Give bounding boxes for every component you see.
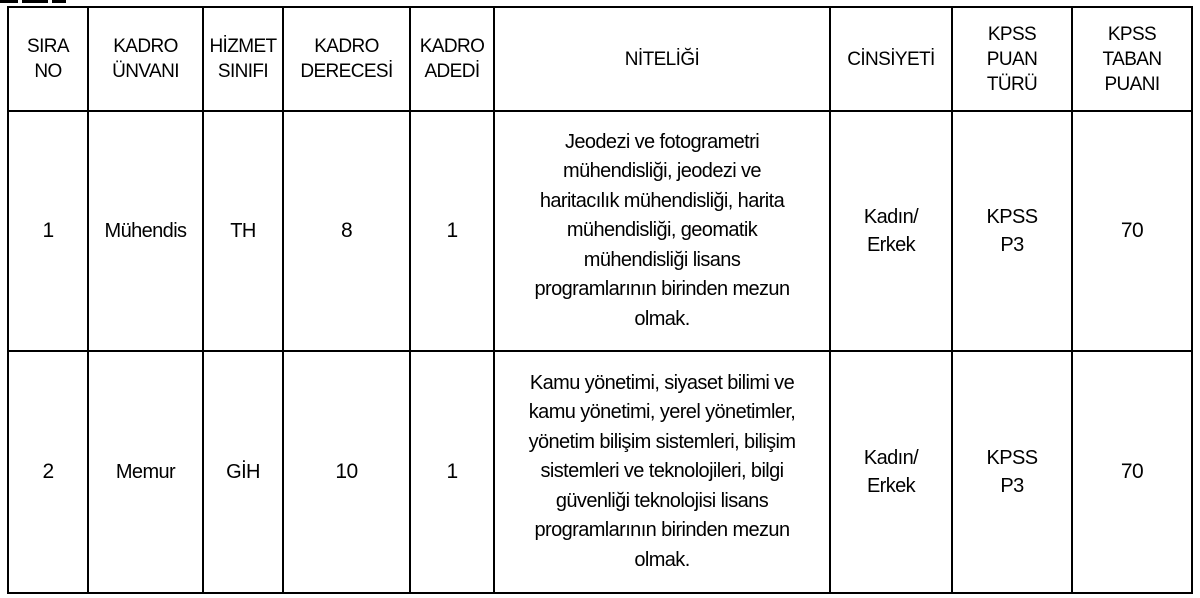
header-line: KADRO [419,36,485,57]
niteligi-line: mühendisliği, jeodezi ve [563,160,761,183]
cell-kpss-puan-turu [952,111,1072,351]
header-line: KPSS [1107,23,1157,45]
niteligi-line: programlarının birinden mezun [534,519,790,542]
header-line: KADRO [113,36,178,57]
header-cinsiyeti [830,7,952,111]
header-line: TABAN [1102,48,1162,70]
header-hizmet-sinifi [203,7,283,111]
header-line: PUAN [986,48,1038,70]
niteligi-line: güvenliği teknolojisi lisans [555,489,769,512]
header-kadro-derecesi [283,7,410,111]
niteligi-line: mühendisliği lisans [583,248,741,271]
header-line: NİTELİĞİ [624,48,700,70]
niteligi-line: mühendisliği, geomatik [566,219,758,242]
kpss-puan-line: KPSS [986,447,1038,469]
cinsiyeti-line: Kadın/ [863,447,919,469]
cell-niteligi [494,351,830,593]
niteligi-line: Kamu yönetimi, siyaset bilimi ve [529,371,795,394]
cell-kadro-adedi: 1 [410,111,494,351]
header-kpss-taban-puani [1072,7,1192,111]
cell-cinsiyeti [830,351,952,593]
header-line: KPSS [987,23,1037,45]
header-sira-no [8,7,88,111]
cell-cinsiyeti [830,111,952,351]
table-header [8,7,1192,111]
header-line: PUANI [1104,73,1160,95]
cinsiyeti-line: Erkek [866,475,916,497]
header-line: ÜNVANI [112,61,179,82]
cinsiyeti-line: Erkek [866,234,916,256]
cell-hizmet-sinifi: GİH [203,351,283,593]
cell-kpss-taban-puani: 70 [1072,351,1192,593]
niteligi-line: kamu yönetimi, yerel yönetimler, [528,401,796,424]
cell-kadro-derecesi: 8 [283,111,410,351]
header-line: CİNSİYETİ [847,48,935,70]
table-row [8,111,1192,351]
header-niteligi [494,7,830,111]
header-line: HİZMET [209,36,277,57]
table-row [8,351,1192,593]
cell-kadro-unvani: Memur [88,351,203,593]
kpss-puan-line: P3 [1000,475,1024,497]
table-body [8,111,1192,593]
header-line: SINIFI [217,61,269,82]
header-line: NO [34,61,62,82]
cell-kpss-puan-turu [952,351,1072,593]
header-line: TÜRÜ [986,73,1038,95]
kpss-puan-line: KPSS [986,206,1038,228]
niteligi-line: programlarının birinden mezun [534,278,790,301]
kpss-puan-line: P3 [1000,234,1024,256]
header-kadro-unvani [88,7,203,111]
cell-niteligi [494,111,830,351]
header-line: ADEDİ [424,61,480,82]
cell-sira-no: 1 [8,111,88,351]
cell-kadro-derecesi: 10 [283,351,410,593]
header-line: SIRA [27,36,69,57]
header-line: DERECESİ [300,61,393,82]
header-kpss-puan-turu [952,7,1072,111]
cell-kadro-unvani: Mühendis [88,111,203,351]
header-row [8,7,1192,111]
cinsiyeti-line: Kadın/ [863,206,919,228]
niteligi-line: haritacılık mühendisliği, harita [539,189,785,212]
niteligi-line: olmak. [634,307,690,330]
cell-sira-no: 2 [8,351,88,593]
niteligi-line: sistemleri ve teknolojileri, bilgi [540,460,784,483]
kadro-table [7,6,1193,594]
cell-hizmet-sinifi: TH [203,111,283,351]
niteligi-line: yönetim bilişim sistemleri, bilişim [528,430,796,453]
cell-kadro-adedi: 1 [410,351,494,593]
header-kadro-adedi [410,7,494,111]
header-line: KADRO [314,36,379,57]
cell-kpss-taban-puani: 70 [1072,111,1192,351]
niteligi-line: olmak. [634,548,690,571]
niteligi-line: Jeodezi ve fotogrametri [564,130,760,153]
